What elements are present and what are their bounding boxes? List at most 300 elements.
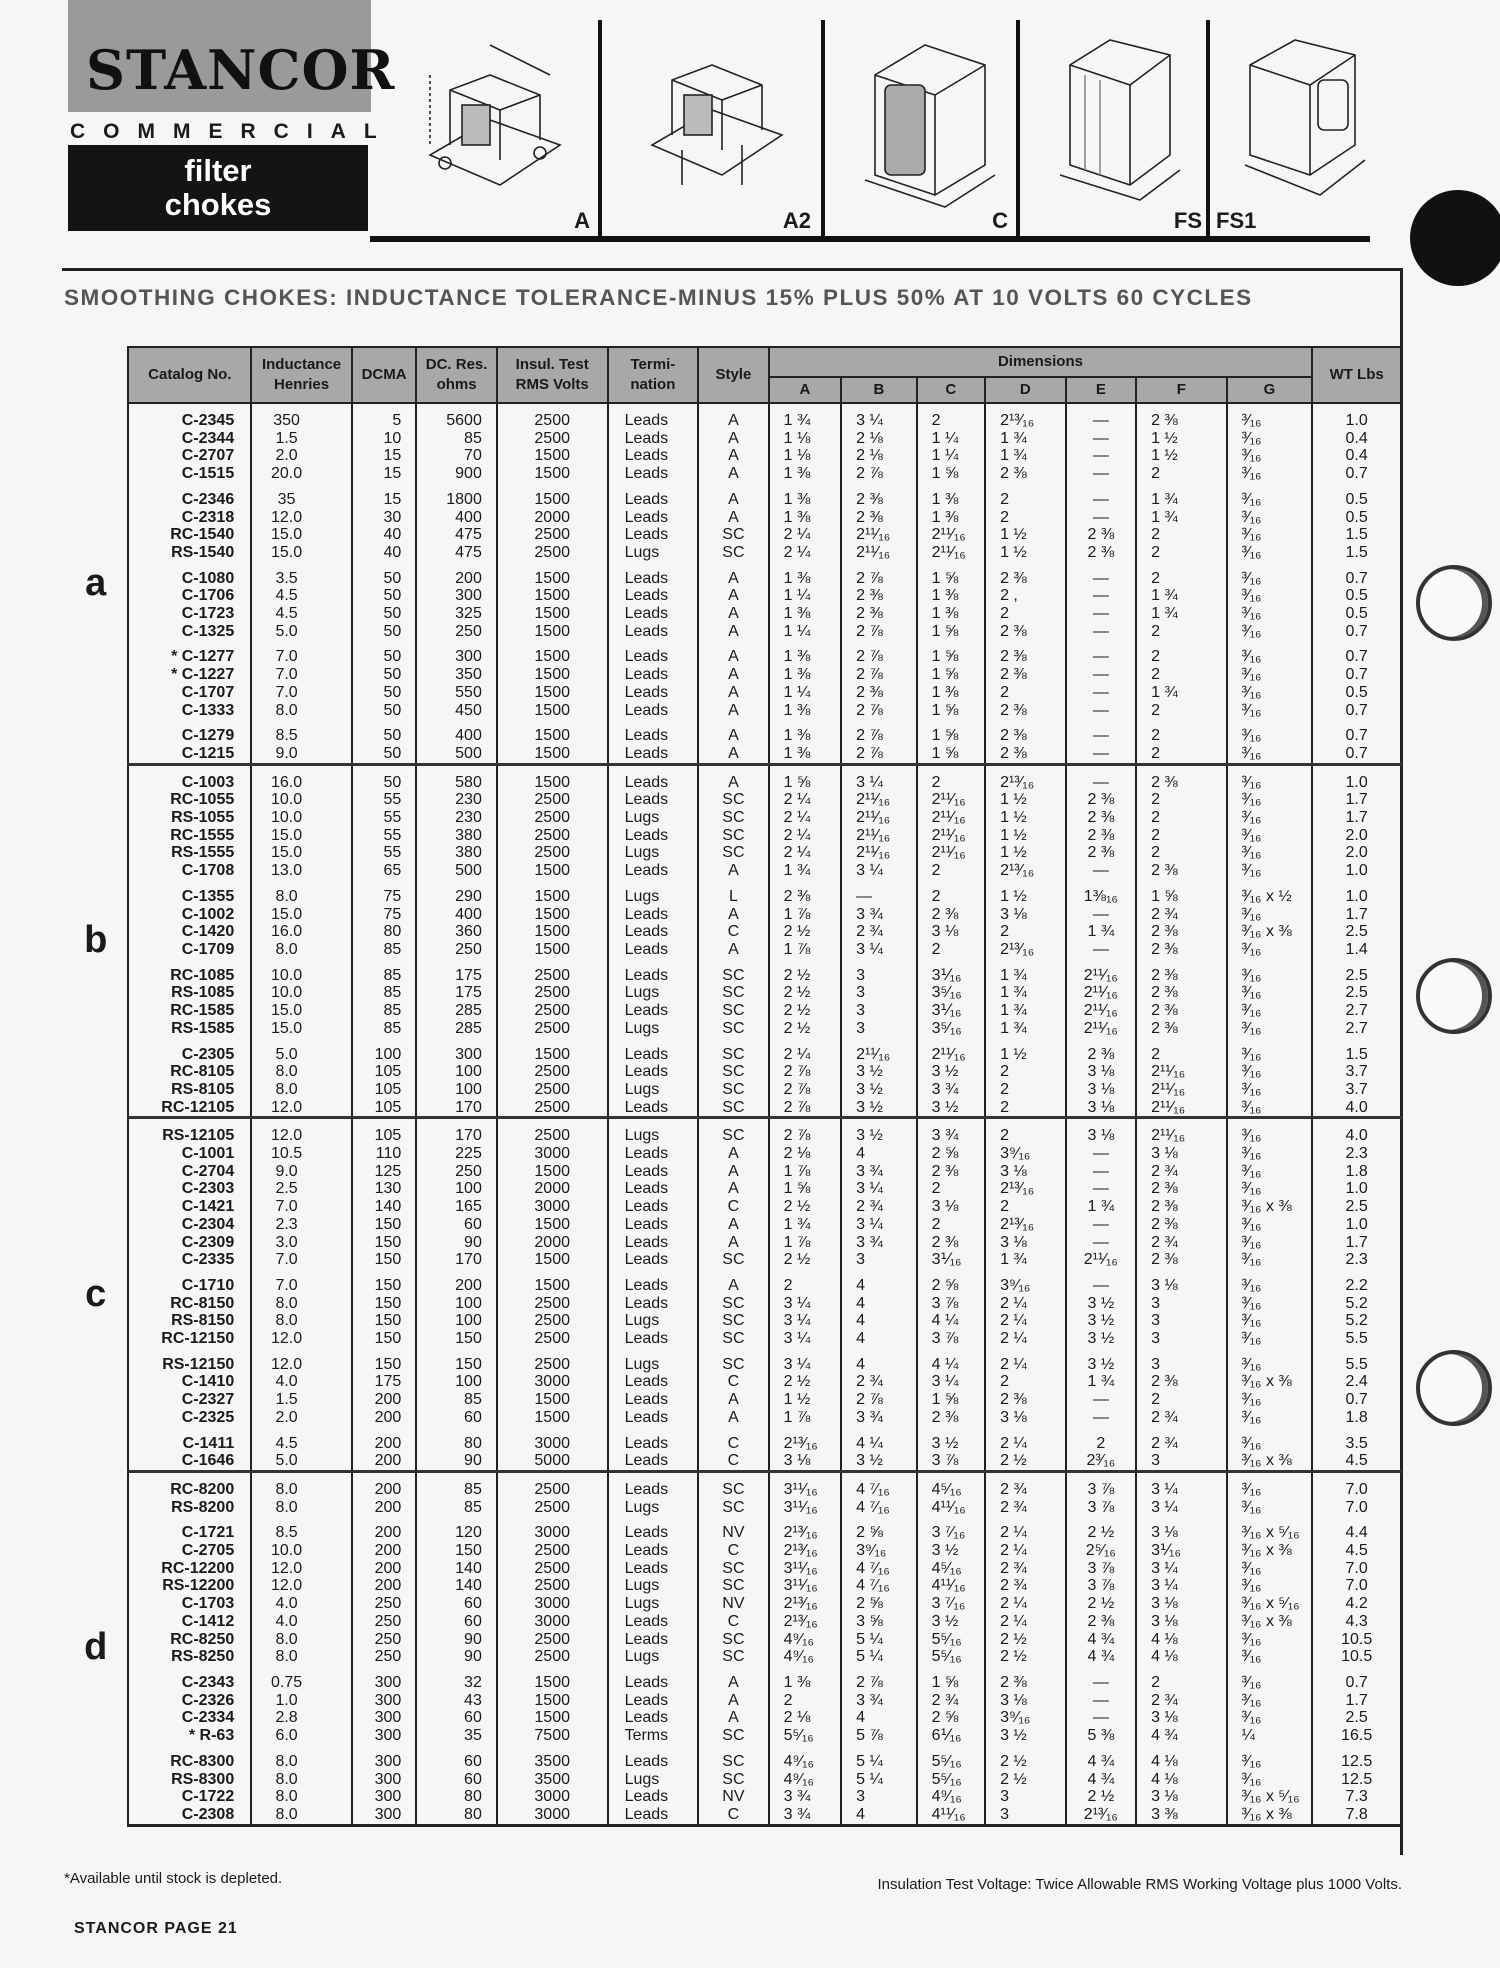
cell-dim-e: 4 ¾: [1066, 1753, 1136, 1771]
table-row: [64, 587, 1401, 605]
cell-termination: Leads: [608, 1391, 699, 1409]
cell-catalog: C-2327: [128, 1391, 251, 1409]
cell-dim-a: 2¹³⁄₁₆: [769, 1613, 841, 1631]
cell-dim-g: ³⁄₁₆: [1227, 984, 1313, 1002]
cell-dcma: 50: [352, 727, 416, 745]
cell-inductance: 8.0: [251, 1771, 352, 1789]
cell-dim-d: 2 ¾: [985, 1481, 1066, 1499]
cell-dcma: 50: [352, 623, 416, 641]
cell-dim-b: 2¹¹⁄₁₆: [841, 526, 917, 544]
cell-dim-e: —: [1066, 1145, 1136, 1163]
brand-logo: STANCOR: [86, 38, 396, 102]
cell-style: A: [698, 702, 768, 720]
cell-dim-f: 3: [1136, 1452, 1227, 1471]
cell-termination: Leads: [608, 791, 699, 809]
cell-dim-e: —: [1066, 862, 1136, 880]
cell-dcres: 500: [416, 745, 497, 764]
cell-dim-g: ³⁄₁₆: [1227, 1145, 1313, 1163]
cell-dcma: 50: [352, 666, 416, 684]
cell-dim-f: 1 ⅝: [1136, 888, 1227, 906]
cell-catalog: C-2705: [128, 1542, 251, 1560]
cell-dim-e: 2 ⅜: [1066, 844, 1136, 862]
cell-style: A: [698, 1180, 768, 1198]
cell-dim-b: 4: [841, 1709, 917, 1727]
cell-dcma: 200: [352, 1560, 416, 1578]
cell-dim-a: 2 ½: [769, 984, 841, 1002]
cell-dcres: 80: [416, 1806, 497, 1825]
cell-dcres: 250: [416, 1163, 497, 1181]
table-row: [64, 827, 1401, 845]
cell-dim-c: 4¹¹⁄₁₆: [917, 1806, 985, 1825]
cell-dim-f: 1 ¾: [1136, 684, 1227, 702]
table-row: [64, 727, 1401, 745]
cell-dim-d: 2 ½: [985, 1771, 1066, 1789]
cell-dim-d: 2 ¼: [985, 1542, 1066, 1560]
cell-dim-g: ³⁄₁₆: [1227, 623, 1313, 641]
table-row: [64, 1081, 1401, 1099]
cell-dim-d: 2 ¼: [985, 1295, 1066, 1313]
cell-dim-a: 1 ⅝: [769, 1180, 841, 1198]
cell-dim-b: 5 ¼: [841, 1631, 917, 1649]
cell-dim-d: 2 ⅜: [985, 727, 1066, 745]
cell-dim-d: 1 ¾: [985, 984, 1066, 1002]
cell-catalog: C-1708: [128, 862, 251, 880]
cell-dim-d: 3 ½: [985, 1727, 1066, 1745]
cell-dim-c: 2: [917, 1180, 985, 1198]
cell-dim-b: 4 ⁷⁄₁₆: [841, 1560, 917, 1578]
cell-dim-g: ³⁄₁₆ x ⁵⁄₁₆: [1227, 1524, 1313, 1542]
cell-inductance: 8.0: [251, 1481, 352, 1499]
cell-dim-g: ³⁄₁₆: [1227, 844, 1313, 862]
cell-dcres: 85: [416, 1481, 497, 1499]
col-dim-c: C: [917, 377, 985, 403]
cell-dim-c: 2¹¹⁄₁₆: [917, 1046, 985, 1064]
cell-insul: 2500: [497, 1020, 608, 1038]
cell-dim-f: 2: [1136, 809, 1227, 827]
cell-insul: 1500: [497, 570, 608, 588]
cell-dim-a: 2 ½: [769, 1002, 841, 1020]
cell-dim-d: 1 ¾: [985, 447, 1066, 465]
cell-dim-e: —: [1066, 684, 1136, 702]
cell-dim-a: 2 ½: [769, 923, 841, 941]
cell-dim-f: 3 ⅛: [1136, 1613, 1227, 1631]
cell-insul: 1500: [497, 862, 608, 880]
cell-catalog: C-2344: [128, 430, 251, 448]
cell-insul: 2500: [497, 1312, 608, 1330]
cell-dim-f: 2 ¾: [1136, 1409, 1227, 1427]
cell-weight: 2.3: [1312, 1251, 1401, 1269]
cell-catalog: C-1722: [128, 1788, 251, 1806]
cell-insul: 2500: [497, 1631, 608, 1649]
cell-dim-d: 2 ¼: [985, 1435, 1066, 1453]
cell-dim-c: 3 ½: [917, 1542, 985, 1560]
cell-dim-c: 1 ⅝: [917, 727, 985, 745]
cell-catalog: C-1355: [128, 888, 251, 906]
cell-insul: 2500: [497, 1577, 608, 1595]
cell-dim-c: 3 ½: [917, 1063, 985, 1081]
style-diagrams: [370, 0, 1370, 242]
cell-insul: 2500: [497, 1499, 608, 1517]
cell-dim-f: 2: [1136, 1674, 1227, 1692]
cell-style: SC: [698, 1295, 768, 1313]
cell-inductance: 4.0: [251, 1373, 352, 1391]
cell-dim-c: 2 ⅝: [917, 1145, 985, 1163]
cell-termination: Lugs: [608, 1648, 699, 1666]
cell-dim-g: ³⁄₁₆ x ½: [1227, 888, 1313, 906]
cell-dim-e: 3 ⅛: [1066, 1063, 1136, 1081]
cell-insul: 3000: [497, 1198, 608, 1216]
cell-dcma: 200: [352, 1391, 416, 1409]
cell-weight: 10.5: [1312, 1648, 1401, 1666]
cell-dim-c: 3 ¾: [917, 1081, 985, 1099]
cell-dim-e: —: [1066, 1163, 1136, 1181]
cell-style: C: [698, 1806, 768, 1825]
cell-dim-g: ³⁄₁₆ x ⅜: [1227, 1373, 1313, 1391]
cell-dcma: 200: [352, 1524, 416, 1542]
cell-dcres: 400: [416, 906, 497, 924]
cell-dim-f: 2 ⅜: [1136, 774, 1227, 792]
cell-termination: Leads: [608, 1180, 699, 1198]
cell-inductance: 8.0: [251, 1631, 352, 1649]
cell-catalog: RC-8105: [128, 1063, 251, 1081]
cell-termination: Lugs: [608, 1356, 699, 1374]
cell-termination: Leads: [608, 1409, 699, 1427]
cell-dcres: 100: [416, 1081, 497, 1099]
cell-weight: 1.0: [1312, 412, 1401, 430]
cell-dcres: 100: [416, 1373, 497, 1391]
cell-dim-a: 1 ⅜: [769, 745, 841, 764]
cell-dim-e: 5 ⅜: [1066, 1727, 1136, 1745]
choke-c-drawing-icon: [845, 35, 1005, 210]
cell-dim-e: —: [1066, 702, 1136, 720]
cell-dim-a: 2 ¼: [769, 1046, 841, 1064]
cell-dim-a: 1 ¾: [769, 862, 841, 880]
cell-termination: Lugs: [608, 1312, 699, 1330]
cell-insul: 3000: [497, 1373, 608, 1391]
cell-dim-c: 5⁵⁄₁₆: [917, 1771, 985, 1789]
cell-catalog: C-1707: [128, 684, 251, 702]
cell-termination: Leads: [608, 1277, 699, 1295]
cell-dim-e: —: [1066, 605, 1136, 623]
cell-dim-b: 2 ¾: [841, 1198, 917, 1216]
cell-weight: 0.7: [1312, 465, 1401, 483]
cell-dim-a: 1 ⅛: [769, 447, 841, 465]
cell-style: A: [698, 862, 768, 880]
cell-dcres: 90: [416, 1631, 497, 1649]
cell-weight: 7.3: [1312, 1788, 1401, 1806]
cell-dim-e: 2 ⅜: [1066, 791, 1136, 809]
table-row: [64, 1251, 1401, 1269]
cell-weight: 1.0: [1312, 1180, 1401, 1198]
cell-dim-a: 1 ⅞: [769, 906, 841, 924]
cell-insul: 2500: [497, 1002, 608, 1020]
cell-termination: Leads: [608, 491, 699, 509]
table-row: [64, 1216, 1401, 1234]
cell-dcres: 150: [416, 1330, 497, 1348]
cell-dim-c: 3 ⅛: [917, 1198, 985, 1216]
cell-dim-c: 3⁵⁄₁₆: [917, 984, 985, 1002]
cell-dim-g: ³⁄₁₆: [1227, 1648, 1313, 1666]
cell-dim-d: 3⁹⁄₁₆: [985, 1709, 1066, 1727]
cell-inductance: 1.5: [251, 1391, 352, 1409]
cell-dim-g: ³⁄₁₆ x ⁵⁄₁₆: [1227, 1595, 1313, 1613]
cell-dim-e: 3 ⅛: [1066, 1127, 1136, 1145]
cell-dcma: 300: [352, 1771, 416, 1789]
cell-weight: 3.7: [1312, 1063, 1401, 1081]
cell-catalog: C-2345: [128, 412, 251, 430]
spacer-row: [64, 1348, 1401, 1356]
table-row: [64, 1631, 1401, 1649]
table-row: [64, 1771, 1401, 1789]
cell-dim-b: 3 ¼: [841, 1216, 917, 1234]
cell-dim-a: 1 ½: [769, 1391, 841, 1409]
cell-dim-c: 1 ⅝: [917, 1674, 985, 1692]
cell-dim-b: 3 ¾: [841, 1409, 917, 1427]
cell-catalog: RS-8250: [128, 1648, 251, 1666]
cell-style: SC: [698, 1330, 768, 1348]
cell-termination: Leads: [608, 1330, 699, 1348]
cell-dim-f: 3: [1136, 1356, 1227, 1374]
cell-dcres: 380: [416, 827, 497, 845]
cell-dim-a: 2: [769, 1692, 841, 1710]
cell-weight: 4.3: [1312, 1613, 1401, 1631]
cell-style: A: [698, 509, 768, 527]
cell-dim-f: 4 ⅛: [1136, 1631, 1227, 1649]
table-row: [64, 648, 1401, 666]
col-dcres: DC. Res. ohms: [416, 347, 497, 403]
cell-dcres: 400: [416, 727, 497, 745]
cell-dcma: 140: [352, 1198, 416, 1216]
cell-dim-e: 1 ¾: [1066, 1198, 1136, 1216]
cell-dim-b: 2 ⅞: [841, 465, 917, 483]
table-row: [64, 1481, 1401, 1499]
cell-weight: 1.5: [1312, 544, 1401, 562]
cell-dim-a: 1 ⅞: [769, 1234, 841, 1252]
cell-catalog: RS-12105: [128, 1127, 251, 1145]
cell-dim-f: 3 ⅜: [1136, 1806, 1227, 1825]
cell-inductance: 8.5: [251, 727, 352, 745]
cell-inductance: 8.0: [251, 1753, 352, 1771]
cell-dim-g: ³⁄₁₆: [1227, 1099, 1313, 1118]
cell-dim-a: 3¹¹⁄₁₆: [769, 1577, 841, 1595]
cell-dcres: 90: [416, 1234, 497, 1252]
table-row: [64, 906, 1401, 924]
cell-catalog: C-1410: [128, 1373, 251, 1391]
cell-dcma: 50: [352, 774, 416, 792]
cell-dcma: 40: [352, 544, 416, 562]
cell-dcma: 200: [352, 1481, 416, 1499]
cell-dim-b: 3 ½: [841, 1099, 917, 1118]
cell-dim-f: 2: [1136, 1391, 1227, 1409]
cell-dim-b: 4: [841, 1277, 917, 1295]
cell-dcma: 175: [352, 1373, 416, 1391]
cell-dim-f: 4 ⅛: [1136, 1648, 1227, 1666]
cell-dim-d: 1 ½: [985, 791, 1066, 809]
cell-insul: 2000: [497, 509, 608, 527]
cell-dim-c: 3⅟₁₆: [917, 967, 985, 985]
cell-dim-c: 5⁵⁄₁₆: [917, 1753, 985, 1771]
cell-dim-g: ³⁄₁₆: [1227, 465, 1313, 483]
cell-termination: Leads: [608, 1631, 699, 1649]
table-row: [64, 923, 1401, 941]
cell-dcres: 400: [416, 509, 497, 527]
cell-inductance: 2.0: [251, 447, 352, 465]
cell-dim-a: 3 ⅛: [769, 1452, 841, 1471]
cell-catalog: C-2325: [128, 1409, 251, 1427]
table-row: [64, 430, 1401, 448]
cell-catalog: RC-12200: [128, 1560, 251, 1578]
cell-weight: 5.5: [1312, 1356, 1401, 1374]
cell-weight: 4.5: [1312, 1452, 1401, 1471]
cell-dcres: 550: [416, 684, 497, 702]
cell-insul: 1500: [497, 923, 608, 941]
cell-dim-a: 1 ⅜: [769, 666, 841, 684]
cell-dim-f: 2 ⅜: [1136, 1373, 1227, 1391]
cell-weight: 0.7: [1312, 666, 1401, 684]
table-row: [64, 1692, 1401, 1710]
cell-style: SC: [698, 1481, 768, 1499]
cell-catalog: C-1333: [128, 702, 251, 720]
cell-weight: 0.5: [1312, 491, 1401, 509]
cell-dim-d: 2¹³⁄₁₆: [985, 774, 1066, 792]
cell-insul: 1500: [497, 745, 608, 764]
cell-dim-a: 2 ¼: [769, 844, 841, 862]
cell-inductance: 3.5: [251, 570, 352, 588]
cell-dim-f: 1 ½: [1136, 430, 1227, 448]
cell-dim-a: 1 ¾: [769, 412, 841, 430]
cell-inductance: 12.0: [251, 1099, 352, 1118]
section-label-b: b: [64, 764, 128, 1118]
cell-dim-c: 3 ⁷⁄₁₆: [917, 1595, 985, 1613]
table-row: [64, 1163, 1401, 1181]
cell-dim-g: ³⁄₁₆: [1227, 1020, 1313, 1038]
cell-dim-d: 3⁹⁄₁₆: [985, 1277, 1066, 1295]
cell-dim-a: 2¹³⁄₁₆: [769, 1524, 841, 1542]
cell-style: A: [698, 1692, 768, 1710]
cell-dim-d: 2: [985, 923, 1066, 941]
spacer-row: [64, 640, 1401, 648]
cell-dim-g: ³⁄₁₆: [1227, 906, 1313, 924]
table-row: [64, 791, 1401, 809]
cell-insul: 1500: [497, 1251, 608, 1269]
cell-dcres: 250: [416, 941, 497, 959]
cell-insul: 2500: [497, 526, 608, 544]
cell-termination: Leads: [608, 1251, 699, 1269]
cell-inductance: 8.0: [251, 941, 352, 959]
cell-dim-d: 2: [985, 605, 1066, 623]
cell-dim-b: 2 ⅜: [841, 491, 917, 509]
cell-dcres: 325: [416, 605, 497, 623]
cell-dim-d: 3 ⅛: [985, 906, 1066, 924]
cell-catalog: * C-1227: [128, 666, 251, 684]
cell-weight: 5.2: [1312, 1295, 1401, 1313]
cell-dim-e: 4 ¾: [1066, 1631, 1136, 1649]
cell-termination: Leads: [608, 1753, 699, 1771]
cell-dcma: 100: [352, 1046, 416, 1064]
cell-dim-b: 2 ⅛: [841, 430, 917, 448]
cell-dcres: 170: [416, 1099, 497, 1118]
cell-dcres: 60: [416, 1709, 497, 1727]
cell-dcma: 40: [352, 526, 416, 544]
cell-style: A: [698, 605, 768, 623]
cell-dim-b: 3 ¼: [841, 1180, 917, 1198]
cell-dcma: 200: [352, 1577, 416, 1595]
cell-insul: 1500: [497, 465, 608, 483]
cell-insul: 1500: [497, 1277, 608, 1295]
cell-dim-c: 1 ⅝: [917, 465, 985, 483]
cell-dim-c: 3⅟₁₆: [917, 1251, 985, 1269]
cell-termination: Lugs: [608, 1020, 699, 1038]
cell-dcma: 150: [352, 1312, 416, 1330]
cell-inductance: 8.0: [251, 1648, 352, 1666]
cell-dim-b: 2¹¹⁄₁₆: [841, 791, 917, 809]
cell-inductance: 0.75: [251, 1674, 352, 1692]
cell-termination: Leads: [608, 1046, 699, 1064]
cell-dim-e: —: [1066, 587, 1136, 605]
cell-dim-g: ³⁄₁₆: [1227, 1063, 1313, 1081]
cell-dim-a: 1 ⅜: [769, 727, 841, 745]
cell-weight: 2.7: [1312, 1020, 1401, 1038]
cell-termination: Lugs: [608, 1577, 699, 1595]
cell-style: A: [698, 727, 768, 745]
cell-dim-e: —: [1066, 465, 1136, 483]
cell-insul: 2500: [497, 1063, 608, 1081]
cell-style: SC: [698, 1020, 768, 1038]
cell-dim-e: 2 ⅜: [1066, 1613, 1136, 1631]
cell-dim-g: ³⁄₁₆: [1227, 1046, 1313, 1064]
cell-inductance: 2.5: [251, 1180, 352, 1198]
cell-weight: 7.0: [1312, 1499, 1401, 1517]
cell-dcma: 55: [352, 827, 416, 845]
cell-dcma: 50: [352, 745, 416, 764]
table-row: [64, 888, 1401, 906]
cell-dcres: 300: [416, 1046, 497, 1064]
footnote: *Available until stock is depleted.: [64, 1870, 283, 1887]
cell-dim-d: 2 ½: [985, 1648, 1066, 1666]
cell-insul: 1500: [497, 666, 608, 684]
cell-dim-e: —: [1066, 1180, 1136, 1198]
cell-inductance: 15.0: [251, 906, 352, 924]
cell-weight: 0.7: [1312, 727, 1401, 745]
cell-dim-f: 3: [1136, 1295, 1227, 1313]
cell-dcma: 200: [352, 1499, 416, 1517]
cell-dim-f: 3 ¼: [1136, 1577, 1227, 1595]
cell-inductance: 8.0: [251, 1499, 352, 1517]
cell-dim-e: 1 ¾: [1066, 923, 1136, 941]
col-termination: Termi- nation: [608, 347, 699, 403]
cell-termination: Lugs: [608, 1499, 699, 1517]
cell-dim-f: 3 ¼: [1136, 1481, 1227, 1499]
cell-style: A: [698, 570, 768, 588]
cell-dim-e: 3 ⅞: [1066, 1560, 1136, 1578]
cell-dim-b: 3: [841, 1251, 917, 1269]
cell-weight: 2.5: [1312, 1198, 1401, 1216]
section-title-box: [68, 145, 368, 231]
cell-insul: 1500: [497, 587, 608, 605]
cell-catalog: * C-1277: [128, 648, 251, 666]
cell-inductance: 16.0: [251, 923, 352, 941]
cell-dim-e: 2³⁄₁₆: [1066, 1452, 1136, 1471]
cell-insul: 7500: [497, 1727, 608, 1745]
cell-style: A: [698, 447, 768, 465]
cell-dim-b: 2 ⅜: [841, 587, 917, 605]
cell-insul: 1500: [497, 702, 608, 720]
cell-style: SC: [698, 1063, 768, 1081]
cell-dim-c: 1 ⅜: [917, 509, 985, 527]
cell-inductance: 350: [251, 412, 352, 430]
cell-dim-d: 2¹³⁄₁₆: [985, 941, 1066, 959]
cell-dcres: 285: [416, 1002, 497, 1020]
